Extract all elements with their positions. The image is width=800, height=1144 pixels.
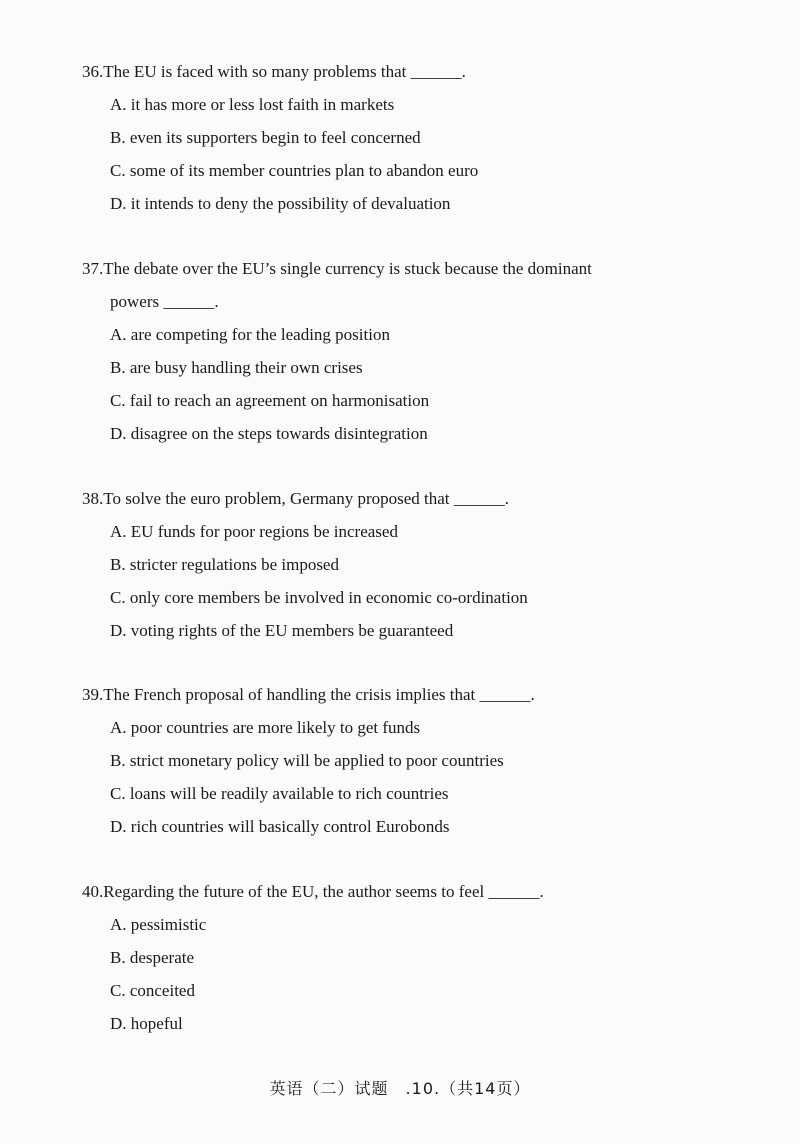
page-footer: 英语（二）试题 .10.（共14页）: [269, 1079, 531, 1098]
option-d: D. disagree on the steps towards disintegration: [110, 424, 428, 443]
option-list: [110, 318, 742, 450]
question-39: [82, 678, 742, 843]
option-c: C. some of its member countries plan to abandon euro: [110, 161, 479, 180]
option-b: B. strict monetary policy will be applied to poor countries: [110, 751, 504, 770]
option-d: D. rich countries will basically control Eurobonds: [110, 817, 450, 836]
option-list: [110, 88, 742, 220]
stem-continuation: powers ______.: [110, 292, 219, 311]
stem-line: Regarding the future of the EU, the author seems to feel ______.: [103, 882, 544, 901]
option-list: [110, 908, 742, 1040]
option-d: D. hopeful: [110, 1014, 183, 1033]
question-number: 40.: [82, 882, 104, 901]
option-a: A. pessimistic: [110, 915, 207, 934]
question-stem: [82, 252, 742, 285]
option-list: [110, 515, 742, 647]
question-37: [82, 252, 742, 450]
question-number: 38.: [82, 489, 104, 508]
stem-line: To solve the euro problem, Germany proposed that ______.: [103, 489, 510, 508]
stem-line: The EU is faced with so many problems that ______.: [103, 62, 466, 81]
question-number: 37.: [82, 259, 104, 278]
question-38: [82, 482, 742, 647]
option-a: A. are competing for the leading position: [110, 325, 390, 344]
option-c: C. fail to reach an agreement on harmonisation: [110, 391, 430, 410]
option-d: D. it intends to deny the possibility of devaluation: [110, 194, 451, 213]
option-b: B. stricter regulations be imposed: [110, 555, 339, 574]
option-list: [110, 711, 742, 843]
stem-line: The French proposal of handling the crisis implies that ______.: [103, 685, 535, 704]
option-c: C. loans will be readily available to rich countries: [110, 784, 449, 803]
question-36: [82, 55, 742, 220]
question-stem: [82, 678, 742, 711]
question-number: 36.: [82, 62, 104, 81]
stem-line: The debate over the EU’s single currency is stuck because the dominant: [103, 259, 592, 278]
option-b: B. even its supporters begin to feel concerned: [110, 128, 421, 147]
option-a: A. EU funds for poor regions be increased: [110, 522, 398, 541]
question-stem: [82, 482, 742, 515]
option-a: A. poor countries are more likely to get funds: [110, 718, 421, 737]
option-b: B. desperate: [110, 948, 195, 967]
option-c: C. only core members be involved in economic co-ordination: [110, 588, 528, 607]
option-d: D. voting rights of the EU members be guaranteed: [110, 621, 454, 640]
option-a: A. it has more or less lost faith in markets: [110, 95, 395, 114]
question-stem: [82, 875, 742, 908]
option-b: B. are busy handling their own crises: [110, 358, 363, 377]
question-40: [82, 875, 742, 1040]
option-c: C. conceited: [110, 981, 195, 1000]
question-stem: [82, 55, 742, 88]
question-number: 39.: [82, 685, 104, 704]
